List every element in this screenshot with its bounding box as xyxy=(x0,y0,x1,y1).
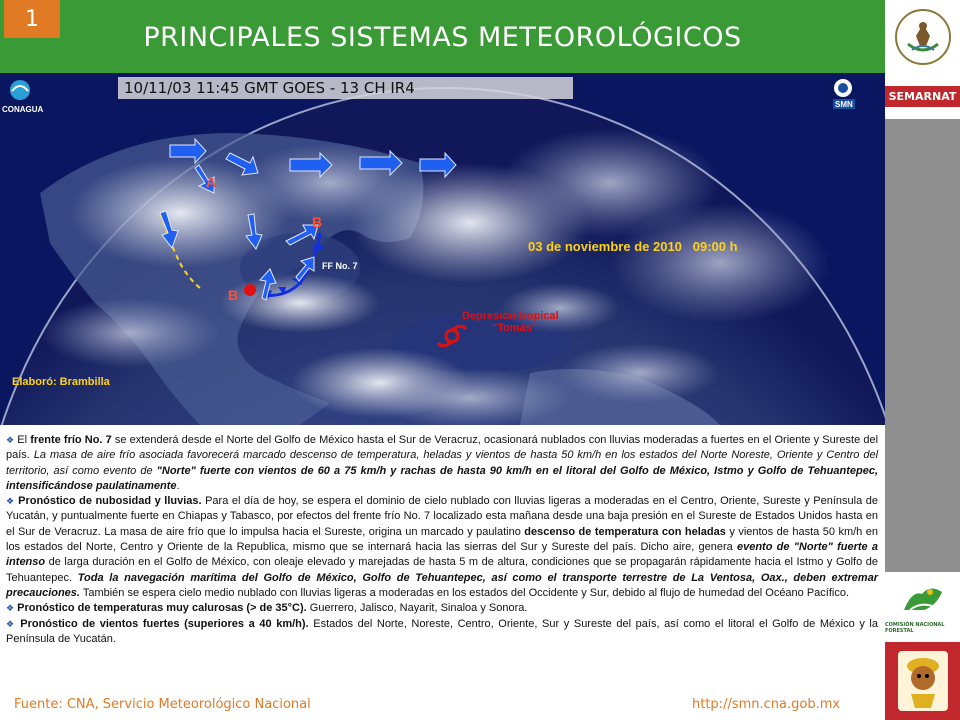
svg-text:CONAGUA: CONAGUA xyxy=(2,105,44,114)
diamond-bullet-icon: ❖ xyxy=(6,435,15,445)
footer-url-link[interactable]: http://smn.cna.gob.mx xyxy=(692,697,841,712)
low-pressure-label-1: B xyxy=(312,214,323,230)
high-pressure-label: A xyxy=(206,174,217,190)
forecast-text xyxy=(6,433,878,647)
paragraph-nubosidad: ❖ Pronóstico de nubosidad y lluvias. Para el día de hoy, se espera el dominio de cielo nublado con lluvias ligeras a moderadas en el Centro, Oriente, Sureste y Península de Yucatán, y puntualmente fuerte en Chiapas y Tabasco, por efectos del frente frío No. 7 localizado esta mañana desde una baja presión en el Sureste de Estados Unidos hasta en el Sur de Veracruz. La masa de aire frío que lo impulsa hacia el Sureste, origina un marcado y paulatino descenso de temperatura con heladas y vientos de hasta 50 km/h en los estados del Norte, Centro y Oriente de la Republica, mismo que se internará hacia las sierras del Sur y Sureste del país. Dicho aire, genera evento de "Norte" fuerte a intenso de larga duración en el Golfo de México, con oleaje elevado y marejadas de hasta 5 m de altura, condiciones que se propagarán rápidamente hacia el Istmo y Golfo de Tehuantepec. Toda la navegación marítima del Golfo de México, Golfo de Tehuantepec, así como el transporte terrestre de La Ventosa, Oax., deben extremar precauciones. También se espera cielo medio nublado con lluvias ligeras a moderadas en los estados del Occidente y Sur, debido al flujo de humedad del Océano Pacífico. xyxy=(6,495,879,599)
image-credit: Elaboró: Brambilla xyxy=(12,376,110,388)
image-header-text: 10/11/03 11:45 GMT GOES - 13 CH IR4 xyxy=(124,79,415,97)
low-pressure-marker xyxy=(244,284,256,296)
low-pressure-label-2: B xyxy=(228,287,239,303)
conafor-logo: COMISIÓN NACIONAL FORESTAL xyxy=(885,572,960,642)
diamond-bullet-icon: ❖ xyxy=(6,603,15,614)
diamond-bullet-icon: ❖ xyxy=(6,496,15,507)
front-label: FF No. 7 xyxy=(322,261,358,271)
mascot-logo xyxy=(885,642,960,720)
semarnat-logo: SEMARNAT xyxy=(885,73,960,119)
right-sidebar xyxy=(885,0,960,720)
paragraph-frente-frio: ❖ El frente frío No. 7 se extenderá desde el Norte del Golfo de México hasta el Sur de Veracruz, ocasionará nublados con lluvias moderadas a fuertes en el Oriente y Sureste del país. La masa de aire frío asociada favorecerá marcado descenso de temperatura, heladas y vientos de hasta 50 km/h en los estados del Norte Noreste, Oriente y Centro del territorio, así como evento de "Norte" fuerte con vientos de 60 a 75 km/h y rachas de hasta 90 km/h en el litoral del Golfo de México, Istmo y Golfo de Tehuantepec, intensificándose paulatinamente. xyxy=(6,434,879,492)
page-title: PRINCIPALES SISTEMAS METEOROLÓGICOS xyxy=(143,22,742,53)
satellite-image xyxy=(0,73,885,425)
svg-text:SMN: SMN xyxy=(835,100,853,109)
mexico-coat-of-arms-logo xyxy=(885,0,960,73)
sidebar-gray-panel xyxy=(885,119,960,572)
paragraph-temperaturas: ❖ Pronóstico de temperaturas muy calurosas (> de 35°C). Guerrero, Jalisco, Nayarit, Sinaloa y Sonora. xyxy=(6,602,528,615)
paragraph-vientos: ❖ Pronóstico de vientos fuertes (superiores a 40 km/h). Estados del Norte, Noreste, Centro, Oriente, Sur y Sureste del país, así como el litoral el Golfo de México y la Península de Yucatán. xyxy=(6,617,878,645)
diamond-bullet-icon: ❖ xyxy=(6,618,16,629)
depresion-label-1: Depresión tropical xyxy=(462,310,559,322)
depresion-label-2: "Tomás" xyxy=(492,322,538,334)
date-label: 03 de noviembre de 2010 09:00 h xyxy=(528,239,738,254)
slide-number: 1 xyxy=(4,0,60,38)
footer-source: Fuente: CNA, Servicio Meteorológico Nacional xyxy=(14,697,311,712)
header-bar xyxy=(0,0,885,73)
